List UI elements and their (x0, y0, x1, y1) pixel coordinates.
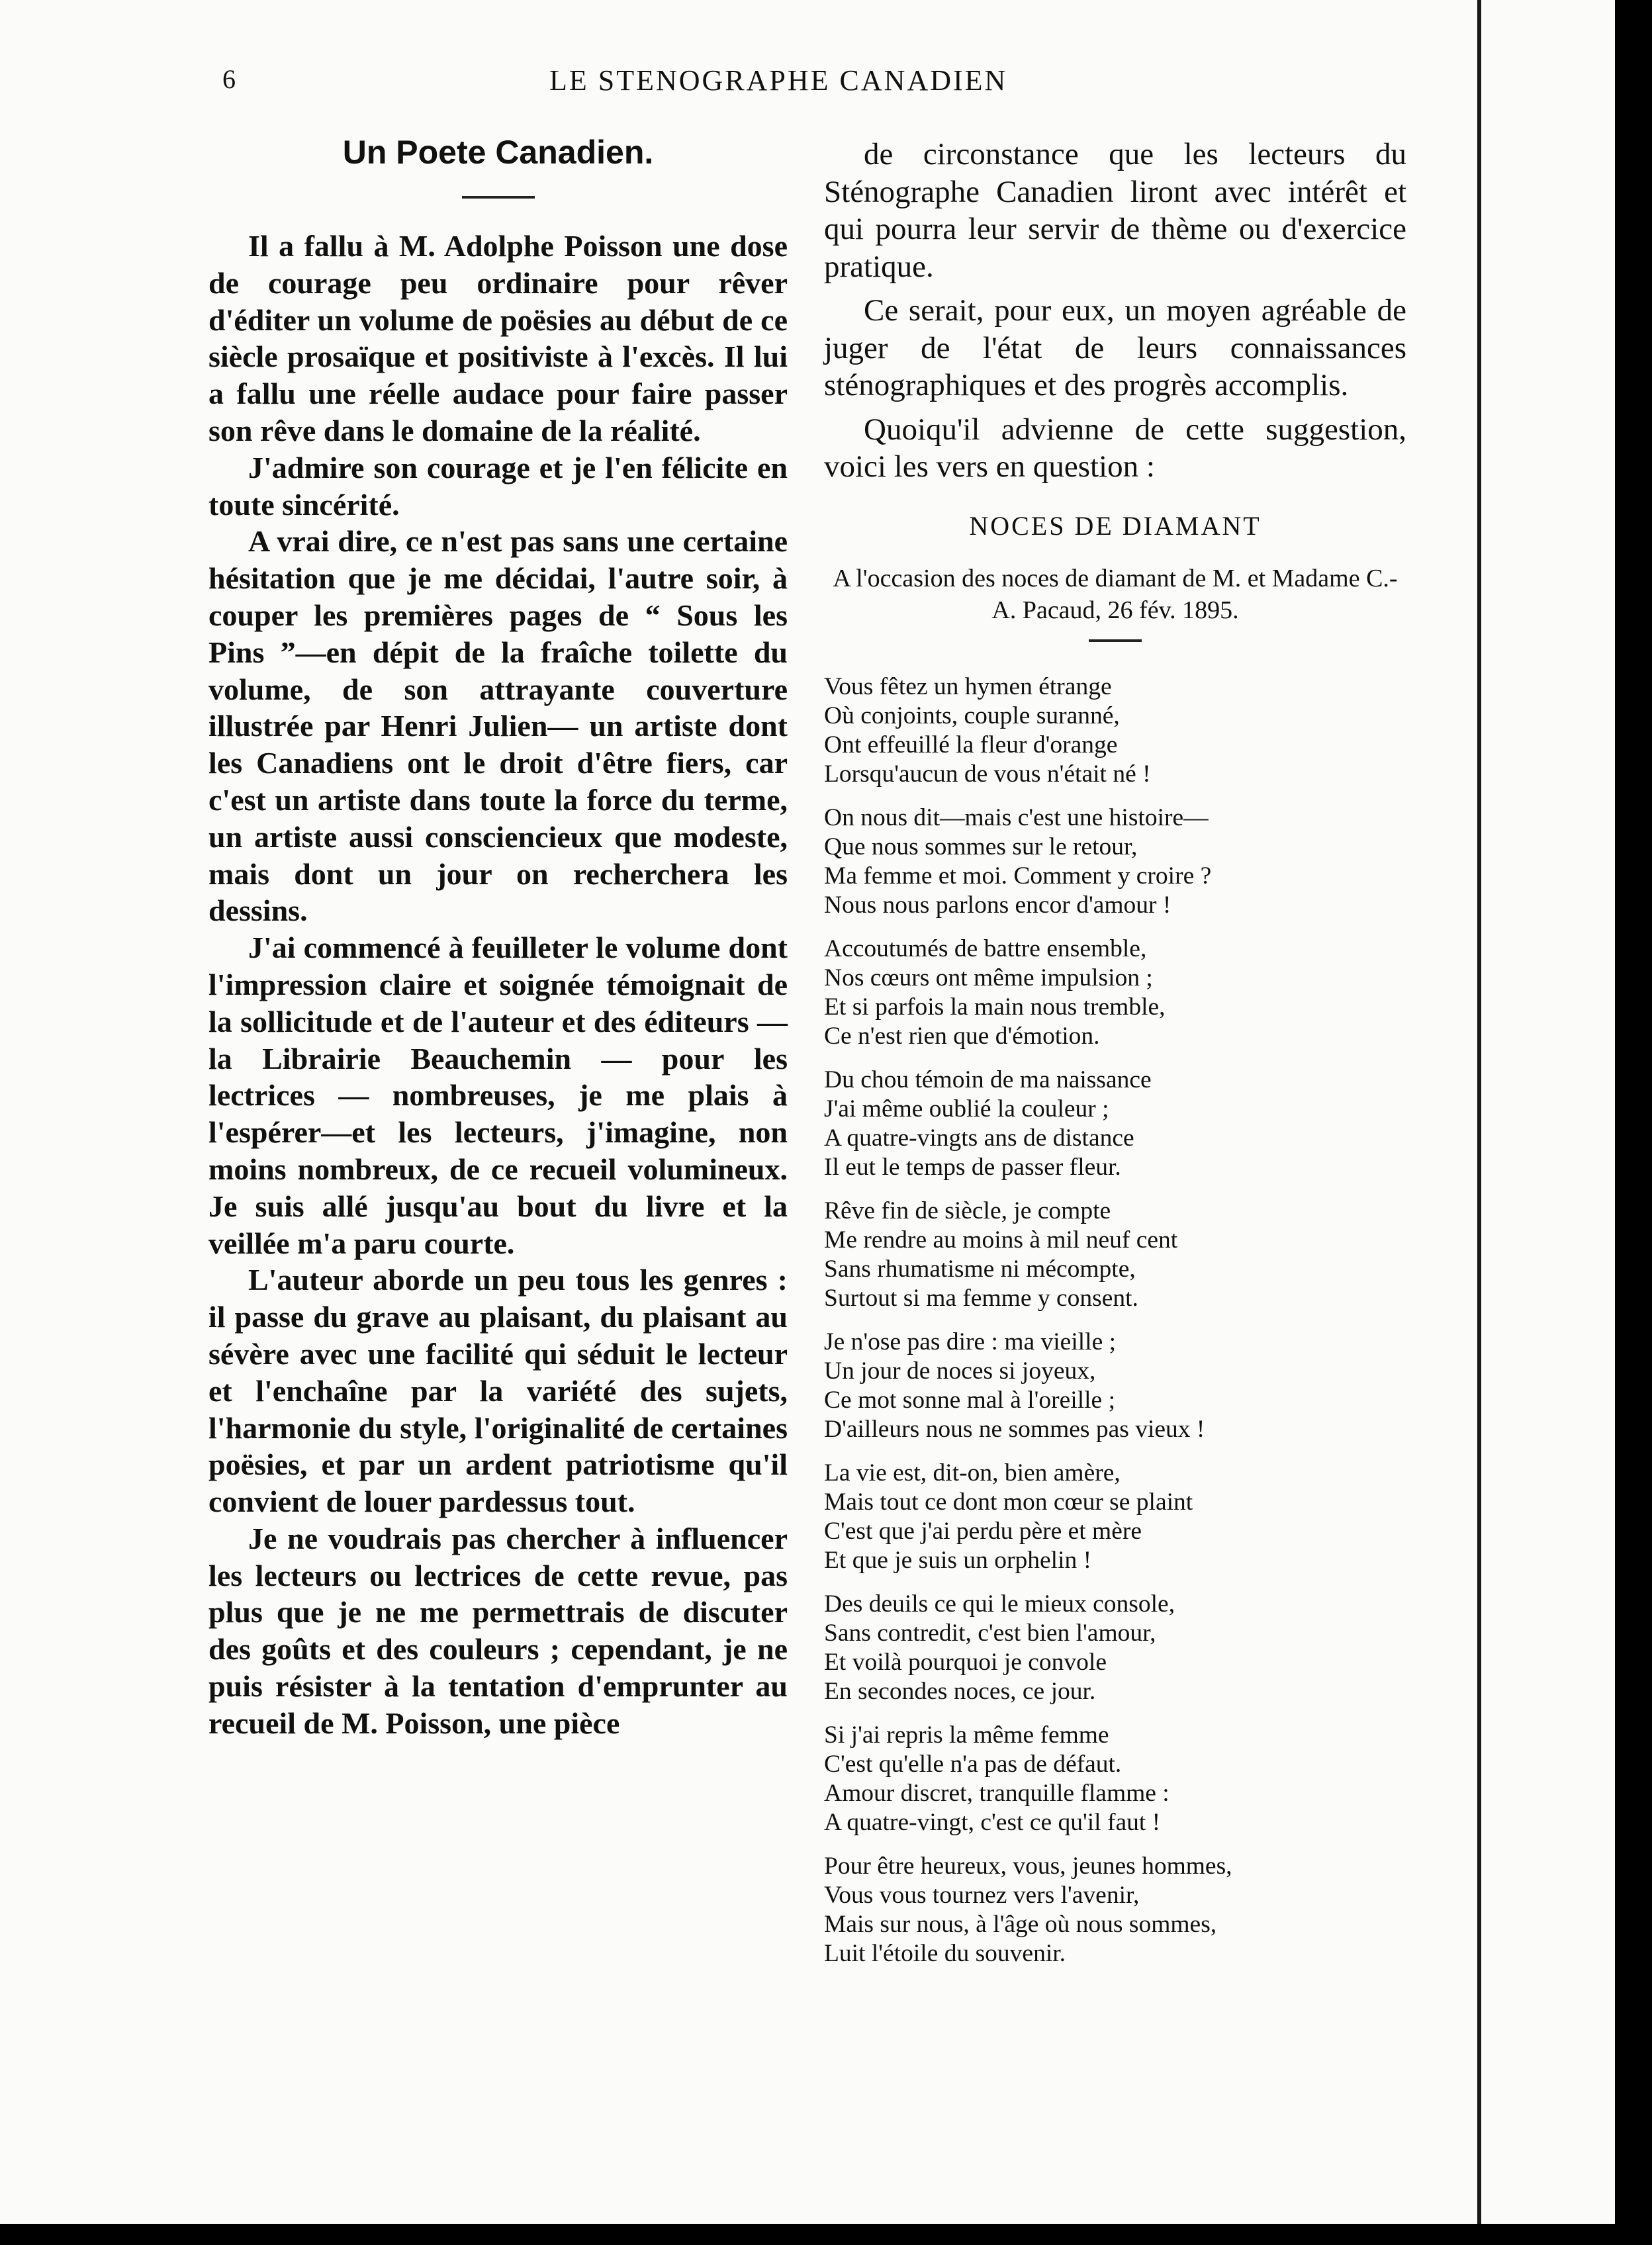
article-paragraph: A vrai dire, ce n'est pas sans une certaine hésitation que je me décidai, l'autre soir, à couper les premières pages de “ Sous les Pins ”—en dépit de la fraîche toilette du volume, de son attrayante couverture illustrée par Henri Julien— un artiste dont les Canadiens ont le droit d'être fiers, car c'est un artiste dans toute la force du terme, un artiste aussi consciencieux que modeste, mais dont un jour on recherchera les dessins. (208, 524, 788, 928)
poem-body (824, 672, 1406, 1968)
poem-line: C'est que j'ai perdu père et mère (824, 1517, 1142, 1545)
poem-line: Vous vous tournez vers l'avenir, (824, 1881, 1140, 1909)
left-column (208, 126, 788, 1742)
poem-line: A quatre-vingts ans de distance (824, 1124, 1134, 1152)
poem-line: Sans contredit, c'est bien l'amour, (824, 1619, 1156, 1647)
poem-line: En secondes noces, ce jour. (824, 1677, 1096, 1705)
poem-line: Et que je suis un orphelin ! (824, 1546, 1092, 1574)
poem-line: Rêve fin de siècle, je compte (824, 1197, 1111, 1224)
article-paragraph: J'admire son courage et je l'en félicite en toute sincérité. (208, 450, 788, 522)
running-header (199, 64, 1456, 103)
poem-line: On nous dit—mais c'est une histoire— (824, 803, 1209, 831)
poem-line: Il eut le temps de passer fleur. (824, 1153, 1121, 1181)
poem-line: Nos cœurs ont même impulsion ; (824, 964, 1153, 991)
poem-line: La vie est, dit-on, bien amère, (824, 1459, 1121, 1487)
poem-line: Je n'ose pas dire : ma vieille ; (824, 1328, 1117, 1355)
poem-line: Mais sur nous, à l'âge où nous sommes, (824, 1910, 1217, 1938)
poem-line: Où conjoints, couple suranné, (824, 702, 1120, 729)
article-paragraph: Je ne voudrais pas chercher à influencer les lecteurs ou lectrices de cette revue, pas plus que je ne me permettrais de discuter des goûts et des couleurs ; cependant, je ne puis résister à la tentation d'emprunter au recueil de M. Poisson, une pièce (208, 1521, 788, 1740)
article-paragraph: J'ai commencé à feuilleter le volume dont l'impression claire et soignée témoignait de la sollicitude et de l'auteur et des éditeurs — la Librairie Beauchemin — pour les lectrices — nombreuses, je me plais à l'espérer—et les lecteurs, j'imagine, non moins nombreux, de ce recueil volumineux. Je suis allé jusqu'au bout du livre et la veillée m'a paru courte. (208, 931, 788, 1260)
poem-stanza (824, 672, 1406, 789)
scan-border-bottom (0, 2224, 1652, 2245)
poem-line: Me rendre au moins à mil neuf cent (824, 1226, 1178, 1254)
page-fold-line (1477, 0, 1481, 2224)
poem-line: Vous fêtez un hymen étrange (824, 672, 1112, 700)
poem-line: Que nous sommes sur le retour, (824, 833, 1138, 860)
poem-line: Ce n'est rien que d'émotion. (824, 1022, 1100, 1050)
poem-rule (1089, 639, 1142, 642)
article-title: Un Poete Canadien. (342, 134, 654, 171)
poem-line: Lorsqu'aucun de vous n'était né ! (824, 760, 1151, 788)
article-paragraph: Il a fallu à M. Adolphe Poisson une dose de courage peu ordinaire pour rêver d'éditer un volume de poësies au début de ce siècle prosaïque et positiviste à l'excès. Il lui a fallu une réelle audace pour faire passer son rêve dans le domaine de la réalité. (208, 229, 788, 447)
poem-stanza (824, 1459, 1406, 1575)
poem-stanza (824, 1066, 1406, 1182)
poem-line: Ce mot sonne mal à l'oreille ; (824, 1386, 1115, 1414)
poem-stanza (824, 1328, 1406, 1444)
poem-dedication: A l'occasion des noces de diamant de M. et Madame C.-A. Pacaud, 26 fév. 1895. (833, 564, 1398, 624)
poem-line: Accoutumés de battre ensemble, (824, 935, 1147, 962)
poem-stanza (824, 1721, 1406, 1837)
title-rule (462, 196, 535, 199)
poem-line: Nous nous parlons encor d'amour ! (824, 891, 1171, 919)
running-title: LE STENOGRAPHE CANADIEN (549, 64, 1008, 97)
poem-stanza (824, 1852, 1406, 1968)
page-number: 6 (222, 64, 236, 94)
poem-title: NOCES DE DIAMANT (969, 510, 1262, 541)
poem-line: Et si parfois la main nous tremble, (824, 993, 1166, 1021)
article-continuation: Quoiqu'il advienne de cette suggestion, voici les vers en question : (824, 412, 1406, 484)
scan-border-right (1615, 0, 1652, 2245)
poem-line: Si j'ai repris la même femme (824, 1721, 1109, 1749)
poem-line: Amour discret, tranquille flamme : (824, 1779, 1170, 1807)
poem-line: Ont effeuillé la fleur d'orange (824, 731, 1118, 758)
poem-line: Ma femme et moi. Comment y croire ? (824, 862, 1212, 890)
poem-stanza (824, 1197, 1406, 1313)
poem-line: Et voilà pourquoi je convole (824, 1648, 1107, 1676)
poem-line: D'ailleurs nous ne sommes pas vieux ! (824, 1415, 1205, 1443)
poem-line: A quatre-vingt, c'est ce qu'il faut ! (824, 1808, 1161, 1836)
poem-line: Du chou témoin de ma naissance (824, 1066, 1152, 1093)
poem-line: Surtout si ma femme y consent. (824, 1284, 1138, 1312)
poem-stanza (824, 1590, 1406, 1706)
poem-line: Luit l'étoile du souvenir. (824, 1939, 1066, 1967)
article-continuation: Ce serait, pour eux, un moyen agréable de juger de l'état de leurs connaissances sténographiques et des progrès accomplis. (824, 293, 1406, 402)
poem-stanza (824, 935, 1406, 1051)
poem-line: Un jour de noces si joyeux, (824, 1357, 1096, 1385)
article-continuation: de circonstance que les lecteurs du Sténographe Canadien liront avec intérêt et qui pourra leur servir de thème ou d'exercice pratique. (824, 137, 1406, 284)
poem-line: Des deuils ce qui le mieux console, (824, 1590, 1175, 1618)
article-paragraph: L'auteur aborde un peu tous les genres : il passe du grave au plaisant, du plaisant au sévère avec une facilité qui séduit le lecteur et l'enchaîne par la variété des sujets, l'harmonie du style, l'originalité de certaines poësies, et par un ardent patriotisme qu'il convient de louer pardessus tout. (208, 1263, 788, 1519)
right-column (824, 136, 1406, 1983)
poem-line: Mais tout ce dont mon cœur se plaint (824, 1488, 1193, 1516)
poem-line: J'ai même oublié la couleur ; (824, 1095, 1109, 1122)
poem-line: Sans rhumatisme ni mécompte, (824, 1255, 1136, 1283)
poem-line: Pour être heureux, vous, jeunes hommes, (824, 1852, 1232, 1880)
poem-stanza (824, 803, 1406, 920)
poem-line: C'est qu'elle n'a pas de défaut. (824, 1750, 1122, 1778)
